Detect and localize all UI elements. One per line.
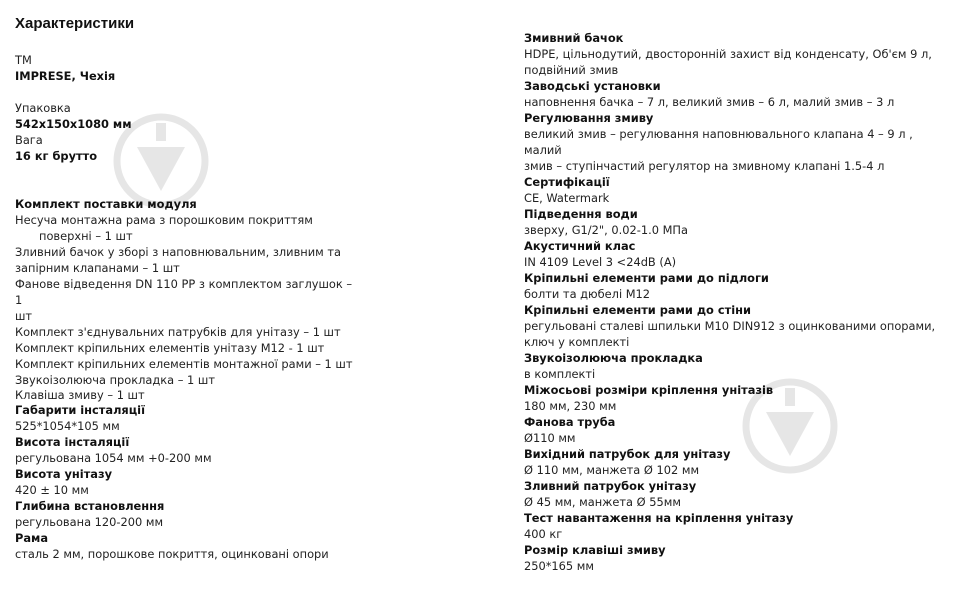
spec-label: Рама [15, 531, 49, 545]
spec-label: Фанова труба [524, 415, 616, 429]
spec-label: Регулювання змиву [524, 111, 654, 125]
pack-value: 542x150x1080 мм [15, 117, 132, 131]
kit-line: Комплект з'єднувальних патрубків для унітазу – 1 шт [15, 325, 341, 339]
spec-label: Розмір клавіші змиву [524, 543, 666, 557]
page-title: Характеристики [15, 15, 135, 32]
spec-label: Кріпильні елементи рами до підлоги [524, 271, 769, 285]
spec-label: Міжосьові розміри кріплення унітазів [524, 383, 774, 397]
spec-value: регульована 120-200 мм [15, 515, 164, 529]
spec-label: Вихідний патрубок для унітазу [524, 447, 731, 461]
spec-value: Ø 110 мм, манжета Ø 102 мм [524, 463, 700, 477]
spec-label: Підведення води [524, 207, 638, 221]
spec-value: наповнення бачка – 7 л, великий змив – 6 л, малий змив – 3 л [524, 95, 895, 109]
spec-value: великий змив – регулювання наповнювального клапана 4 – 9 л , малий [524, 127, 913, 157]
kit-line: шт [15, 309, 33, 323]
kit-line: запірним клапанами – 1 шт [15, 261, 180, 275]
spec-label: Акустичний клас [524, 239, 636, 253]
weight-label: Вага [15, 133, 43, 147]
spec-value: сталь 2 мм, порошкове покриття, оцинковані опори [15, 547, 329, 561]
spec-value: Ø 45 мм, манжета Ø 55мм [524, 495, 681, 509]
pack-label: Упаковка [15, 101, 71, 115]
spec-value: IN 4109 Level 3 <24dB (A) [524, 255, 677, 269]
spec-label: Тест навантаження на кріплення унітазу [524, 511, 794, 525]
spec-value: Ø110 мм [524, 431, 576, 445]
kit-line: Комплект кріпильних елементів монтажної рами – 1 шт [15, 357, 353, 371]
kit-line: Зливний бачок у зборі з наповнювальним, зливним та [15, 245, 341, 259]
spec-value: змив – ступінчастий регулятор на змивному клапані 1.5-4 л [524, 159, 885, 173]
spec-label: Сертифікації [524, 175, 610, 189]
spec-label: Змивний бачок [524, 31, 624, 45]
spec-label: Звукоізолююча прокладка [524, 351, 703, 365]
tm-label: ТМ [15, 53, 32, 67]
spec-value: регульовані сталеві шпильки М10 DIN912 з оцинкованими опорами, [524, 319, 936, 333]
spec-label: Заводські установки [524, 79, 661, 93]
spec-label: Глибина встановлення [15, 499, 165, 513]
spec-value: HDPE, цільнодутий, двосторонній захист від конденсату, Об'єм 9 л, [524, 47, 932, 61]
tm-value: IMPRESE, Чехія [15, 69, 116, 83]
right-column [524, 30, 944, 574]
spec-value: зверху, G1/2", 0.02-1.0 МПа [524, 223, 688, 237]
kit-line: Фанове відведення DN 110 PP з комплектом заглушок – 1 [15, 277, 353, 307]
kit-label: Комплект поставки модуля [15, 197, 197, 211]
spec-value: 400 кг [524, 527, 563, 541]
spec-value: в комплекті [524, 367, 596, 381]
spec-value: болти та дюбелі М12 [524, 287, 651, 301]
kit-line: Клавіша змиву – 1 шт [15, 388, 145, 402]
spec-label: Зливний патрубок унітазу [524, 479, 697, 493]
spec-value: регульована 1054 мм +0-200 мм [15, 451, 212, 465]
spec-value: CE, Watermark [524, 191, 610, 205]
spec-value: подвійний змив [524, 63, 619, 77]
spec-value: 180 мм, 230 мм [524, 399, 617, 413]
kit-line: Звукоізолююча прокладка – 1 шт [15, 373, 215, 387]
spec-label: Висота унітазу [15, 467, 113, 481]
weight-value: 16 кг брутто [15, 149, 98, 163]
spec-value: ключ у комплекті [524, 335, 630, 349]
left-column [15, 52, 360, 562]
spec-value: 420 ± 10 мм [15, 483, 89, 497]
kit-line: Несуча монтажна рама з порошковим покриттям [15, 213, 313, 227]
spec-value: 250*165 мм [524, 559, 594, 573]
spec-label: Кріпильні елементи рами до стіни [524, 303, 751, 317]
spec-value: 525*1054*105 мм [15, 419, 120, 433]
kit-line: поверхні – 1 шт [39, 229, 133, 243]
spec-label: Висота інсталяції [15, 435, 130, 449]
spec-label: Габарити інсталяції [15, 403, 145, 417]
kit-line: Комплект кріпильних елементів унітазу М12 - 1 шт [15, 341, 325, 355]
